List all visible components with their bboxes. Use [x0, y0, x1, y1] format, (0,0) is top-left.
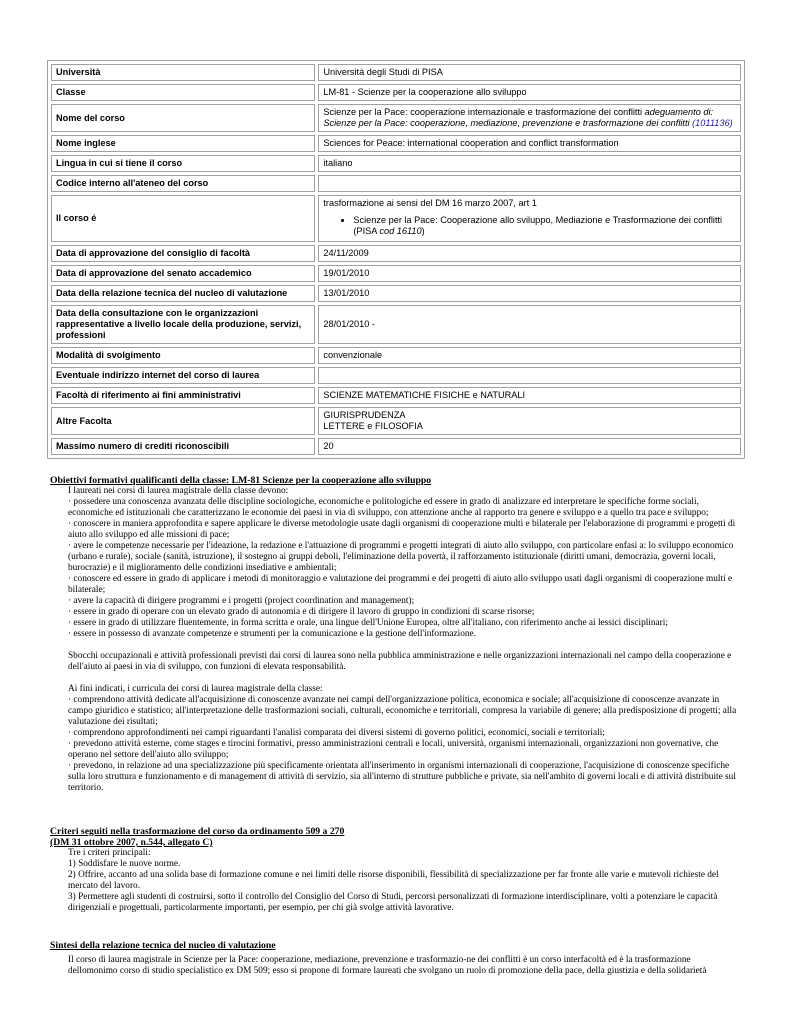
label-altre-facolta: Altre Facolta — [51, 407, 315, 435]
value-corso-e — [318, 195, 741, 242]
corso-e-intro: trasformazione ai sensi del DM 16 marzo 2007, art 1 — [323, 198, 537, 208]
section-obiettivi — [50, 475, 740, 794]
label-data-consiglio: Data di approvazione del consiglio di facoltà — [51, 245, 315, 262]
row-crediti — [51, 438, 741, 455]
nome-corso-text: Scienze per la Pace: cooperazione internazionale e trasformazione dei conflitti — [323, 107, 643, 117]
criteri-item: 1) Soddisfare le nuove norme. — [68, 859, 181, 869]
obiettivi-fini-bullet: · prevedono, in relazione ad una specializzazione più specificamente orientata all'inserimento in organismi internazionali di cooperazione, l'acquisizione di conoscenze specifiche sulla loro struttura e funzionamento e di management di attività di servizio, sia all'interno di strutture pubbliche e private, sia nell'ambito di governi locali e di attività distribuite sul territorio. — [68, 761, 736, 793]
sintesi-body — [68, 951, 740, 977]
value-classe: LM-81 - Scienze per la cooperazione allo sviluppo — [318, 84, 741, 101]
criteri-body — [68, 848, 740, 914]
label-lingua: Lingua in cui si tiene il corso — [51, 155, 315, 172]
label-codice-interno: Codice interno all'ateneo del corso — [51, 175, 315, 192]
course-info-table — [47, 60, 745, 459]
obiettivi-bullet: · essere in grado di operare con un elevato grado di autonomia e di dirigere il lavoro di gruppo in condizioni di scarse risorse; — [68, 607, 535, 617]
criteri-title-line2: (DM 31 ottobre 2007, n.544, allegato C) — [50, 837, 213, 848]
sintesi-title: Sintesi della relazione tecnica del nucleo di valutazione — [50, 940, 276, 951]
criteri-item: 3) Permettere agli studenti di costruirsi, sotto il controllo del Consiglio del Corso di Studi, percorsi personalizzati di formazione interdisciplinare, volti a potenziare le capacità dirigenziali e progettuali, particolarmente importanti, per esempio, per chi già svolge attività lavorative. — [68, 892, 718, 913]
label-crediti: Massimo numero di crediti riconoscibili — [51, 438, 315, 455]
label-facolta: Facoltà di riferimento ai fini amministrativi — [51, 387, 315, 404]
row-corso-e — [51, 195, 741, 242]
obiettivi-bullet: · possedere una conoscenza avanzata delle discipline sociologiche, economiche e politologiche ed essere in grado di analizzare ed interpretare le specifiche forme sociali, economiche ed istituzionali che caratterizzano le economie dei paesi in via di sviluppo, con attenzione anche al rapporto tra genere e sviluppo e a quello tra pace e sviluppo; — [68, 497, 709, 518]
label-nome-inglese: Nome inglese — [51, 135, 315, 152]
row-lingua — [51, 155, 741, 172]
obiettivi-intro: I laureati nei corsi di laurea magistrale della classe devono: — [68, 486, 289, 496]
row-altre-facolta — [51, 407, 741, 435]
corso-e-item — [353, 215, 736, 237]
obiettivi-bullet: · essere in grado di utilizzare fluentemente, in forma scritta e orale, una lingue dell'Unione Europea, oltre all'italiano, con riferimento anche ai lessici disciplinari; — [68, 618, 668, 628]
row-nome-inglese — [51, 135, 741, 152]
obiettivi-bullet: · conoscere ed essere in grado di applicare i metodi di monitoraggio e valutazione dei programmi e dei progetti di aiuto allo sviluppo usati dagli organismi di cooperazione multi e bilaterale; — [68, 574, 733, 595]
value-data-relazione: 13/01/2010 — [318, 285, 741, 302]
value-altre-facolta — [318, 407, 741, 435]
label-modalita: Modalità di svolgimento — [51, 347, 315, 364]
label-classe: Classe — [51, 84, 315, 101]
altre-facolta-item: LETTERE e FILOSOFIA — [323, 421, 423, 431]
label-universita: Università — [51, 64, 315, 81]
obiettivi-sbocchi: Sbocchi occupazionali e attività professionali previsti dai corsi di laurea sono nella pubblica amministrazione e nelle organizzazioni internazionali nel campo della cooperazione e dell'aiuto ai paesi in via di sviluppo, con funzioni di elevata responsabilità. — [68, 651, 732, 672]
row-data-senato — [51, 265, 741, 282]
obiettivi-bullet: · essere in possesso di avanzate competenze e strumenti per la comunicazione e la gestione dell'informazione. — [68, 629, 476, 639]
corso-e-list — [323, 215, 736, 237]
obiettivi-fini-bullet: · prevedono attività esterne, come stages e tirocini formativi, presso amministrazioni centrali e locali, università, organismi internazionali, organizzazioni non governative, che operano nel settore dell'aiuto allo sviluppo; — [68, 739, 719, 760]
criteri-item: 2) Offrire, accanto ad una solida base di formazione comune e nei limiti delle risorse disponibili, flessibilità di specializzazione per far fronte alle varie e mutevoli richieste del mercato del lavoro. — [68, 870, 719, 891]
value-facolta: SCIENZE MATEMATICHE FISICHE e NATURALI — [318, 387, 741, 404]
value-data-consultazione: 28/01/2010 - — [318, 305, 741, 344]
adeguamento-text: adeguamento di: Scienze per la Pace: cooperazione, mediazione, prevenzione e trasformazione dei conflitti — [323, 107, 714, 128]
label-corso-e: Il corso é — [51, 195, 315, 242]
value-crediti: 20 — [318, 438, 741, 455]
value-indirizzo — [318, 367, 741, 384]
row-data-consultazione — [51, 305, 741, 344]
value-modalita: convenzionale — [318, 347, 741, 364]
row-classe — [51, 84, 741, 101]
criteri-intro: Tre i criteri principali: — [68, 848, 151, 858]
label-data-relazione: Data della relazione tecnica del nucleo di valutazione — [51, 285, 315, 302]
row-data-relazione — [51, 285, 741, 302]
altre-facolta-item: GIURISPRUDENZA — [323, 410, 406, 420]
row-nome-corso — [51, 104, 741, 132]
value-codice-interno — [318, 175, 741, 192]
value-data-senato: 19/01/2010 — [318, 265, 741, 282]
value-universita: Università degli Studi di PISA — [318, 64, 741, 81]
corso-e-item-text: Scienze per la Pace: Cooperazione allo sviluppo, Mediazione e Trasformazione dei conflitti (PISA — [353, 215, 723, 236]
row-codice-interno — [51, 175, 741, 192]
row-universita — [51, 64, 741, 81]
value-nome-inglese: Sciences for Peace: international cooperation and conflict transformation — [318, 135, 741, 152]
obiettivi-title: Obiettivi formativi qualificanti della classe: LM-81 Scienze per la cooperazione allo sviluppo — [50, 475, 432, 486]
corso-e-item-cod: cod 16110 — [379, 226, 422, 236]
label-data-consultazione: Data della consultazione con le organizzazioni rappresentative a livello locale della produzione, servizi, professioni — [51, 305, 315, 344]
label-nome-corso: Nome del corso — [51, 104, 315, 132]
corso-e-item-end: ) — [421, 226, 425, 236]
obiettivi-body — [68, 486, 740, 794]
obiettivi-bullet: · avere la capacità di dirigere programmi e i progetti (project coordination and management); — [68, 596, 415, 606]
value-nome-corso — [318, 104, 741, 132]
row-indirizzo — [51, 367, 741, 384]
sintesi-text: Il corso di laurea magistrale in Scienze per la Pace: cooperazione, mediazione, prevenzione e trasformazio-ne dei conflitti è un corso interfacoltà ed è la trasformazione dellomonimo corso di studio specialistico ex DM 509; esso si propone di formare laureati che svolgano un ruolo di promozione della pace, della giustizia e della solidarietà — [68, 955, 707, 976]
criteri-title — [50, 826, 740, 848]
row-data-consiglio — [51, 245, 741, 262]
value-lingua: italiano — [318, 155, 741, 172]
obiettivi-fini-bullet: · comprendono approfondimenti nei campi riguardanti l'analisi comparata dei diversi sistemi di governo politici, economici, sociali e territoriali; — [68, 728, 605, 738]
row-facolta — [51, 387, 741, 404]
section-criteri — [50, 826, 740, 914]
obiettivi-fini-bullet: · comprendono attività dedicate all'acquisizione di conoscenze avanzate nei campi dell'organizzazione politica, economica e sociale; all'acquisizione di conoscenze avanzate in campo giuridico e statistico; all'interpretazione delle trasformazioni sociali, culturali, economiche e territoriali, compresa la variabile di genere; alla predisposizione di progetti; alla valutazione dei risultati; — [68, 695, 737, 727]
obiettivi-bullet: · conoscere in maniera approfondita e sapere applicare le diverse metodologie usate dagli organismi di cooperazione multi e bilaterale per l'elaborazione di programmi e progetti di aiuto allo sviluppo ed alle missioni di pace; — [68, 519, 736, 540]
row-modalita — [51, 347, 741, 364]
label-data-senato: Data di approvazione del senato accademico — [51, 265, 315, 282]
label-indirizzo: Eventuale indirizzo internet del corso di laurea — [51, 367, 315, 384]
obiettivi-bullet: · avere le competenze necessarie per l'ideazione, la redazione e l'attuazione di programmi e progetti integrati di aiuto allo sviluppo, con particolare enfasi a: lo sviluppo economico (urbano e rurale), sociale (sanità, istruzione), il sostegno ai gruppi deboli, l'eliminazione della povertà, il rafforzamento istituzionale (diritti umani, democrazia, governi locali, burocrazie) e il miglioramento delle condizioni insediative e ambientali; — [68, 541, 734, 573]
obiettivi-fini-intro: Ai fini indicati, i curricula dei corsi di laurea magistrale della classe: — [68, 684, 323, 694]
value-data-consiglio: 24/11/2009 — [318, 245, 741, 262]
course-code-link[interactable]: (1011136) — [692, 118, 733, 128]
section-sintesi — [50, 940, 740, 977]
criteri-title-line1: Criteri seguiti nella trasformazione del corso da ordinamento 509 a 270 — [50, 826, 345, 837]
